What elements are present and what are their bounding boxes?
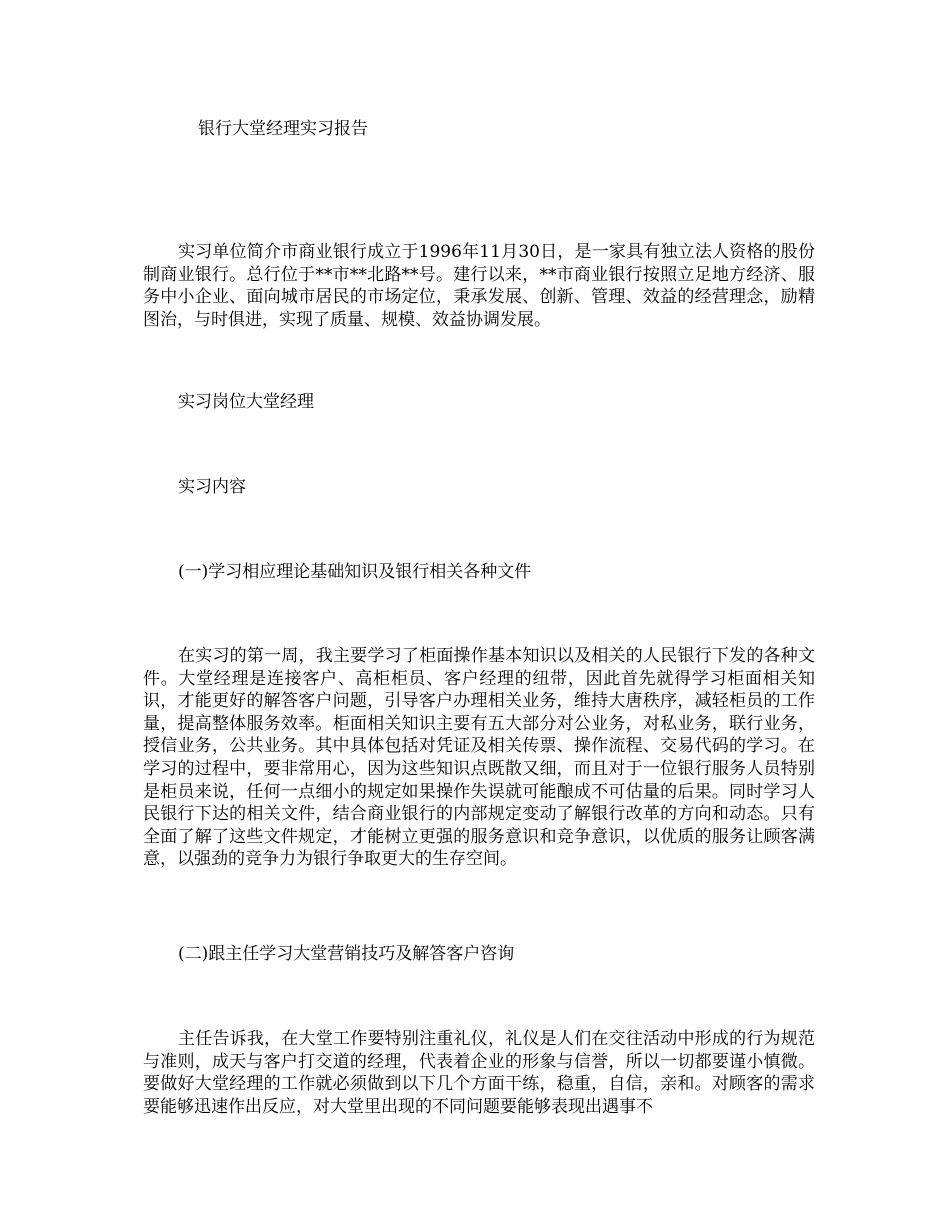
document-title: 银行大堂经理实习报告 [198,119,368,139]
content-heading: 实习内容 [178,477,246,497]
section-heading-2: (二)跟主任学习大堂营销技巧及解答客户咨询 [178,944,515,964]
position-heading: 实习岗位大堂经理 [178,392,314,412]
section-heading-1: (一)学习相应理论基础知识及银行相关各种文件 [178,562,532,582]
section-1-paragraph: 在实习的第一周，我主要学习了柜面操作基本知识以及相关的人民银行下发的各种文件。大堂经理是连接客户、高柜柜员、客户经理的纽带，因此首先就得学习柜面相关知识，才能更好的解答客户问题，引导客户办理相关业务，维持大唐秩序，减轻柜员的工作量，提高整体服务效率。柜面相关知识主要有五大部分对公业务，对私业务，联行业务，授信业务，公共业务。其中具体包括对凭证及相关传票、操作流程、交易代码的学习。在学习的过程中，要非常用心，因为这些知识点既散又细，而且对于一位银行服务人员特别是柜员来说，任何一点细小的规定如果操作失误就可能酿成不可估量的后果。同时学习人民银行下达的相关文件，结合商业银行的内部规定变动了解银行改革的方向和动态。只有全面了解了这些文件规定，才能树立更强的服务意识和竞争意识，以优质的服务让顾客满意，以强劲的竞争力为银行争取更大的生存空间。 [143,646,815,870]
section-2-paragraph: 主任告诉我，在大堂工作要特别注重礼仪，礼仪是人们在交往活动中形成的行为规范与准则，成天与客户打交道的经理，代表着企业的形象与信誉，所以一切都要谨小慎微。要做好大堂经理的工作就必须做到以下几个方面干练，稳重，自信，亲和。对顾客的需求要能够迅速作出反应，对大堂里出现的不同问题要能够表现出遇事不 [143,1029,815,1117]
intro-paragraph: 实习单位简介市商业银行成立于1996年11月30日，是一家具有独立法人资格的股份制商业银行。总行位于**市**北路**号。建行以来，**市商业银行按照立足地方经济、服务中小企业、面向城市居民的市场定位，秉承发展、创新、管理、效益的经营理念，励精图治，与时俱进，实现了质量、规模、效益协调发展。 [143,242,815,330]
